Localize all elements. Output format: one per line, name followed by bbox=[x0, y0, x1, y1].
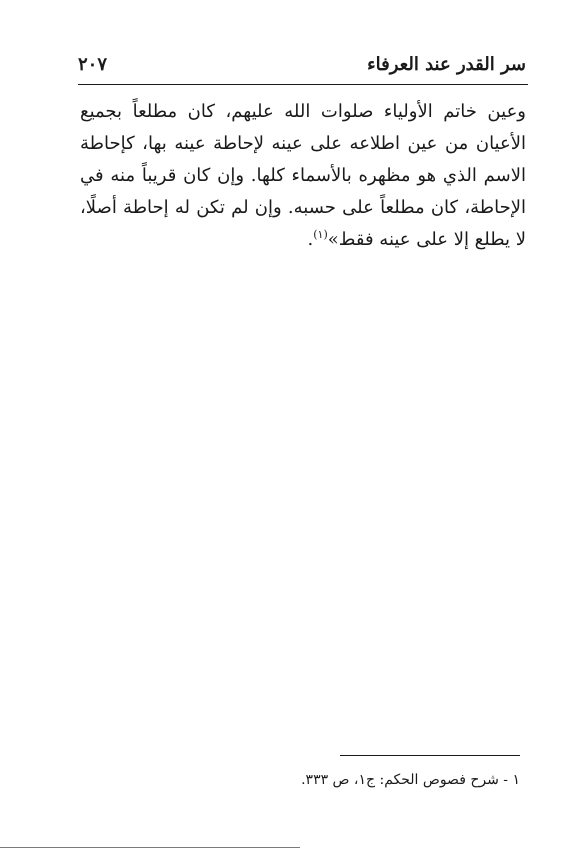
footnote-rule bbox=[340, 755, 520, 756]
scan-bottom-edge bbox=[0, 847, 300, 848]
page-number: ٢٠٧ bbox=[78, 54, 108, 75]
body-text bbox=[80, 96, 526, 256]
footnote: ١ - شرح فصوص الحكم: ج١، ص ٣٣٣. bbox=[301, 772, 520, 788]
running-title: سر القدر عند العرفاء bbox=[367, 54, 526, 75]
footnote-reference: (١) bbox=[313, 228, 328, 241]
paragraph-ending: . bbox=[307, 229, 314, 250]
paragraph-text: وعين خاتم الأولياء صلوات الله عليهم، كان مطلعاً بجميع الأعيان من عين اطلاعه على عينه لإحاطة عينه بها، كإحاطة الاسم الذي هو مظهره بالأسماء كلها. وإن كان قريباً منه في الإحاطة، كان مطلعاً على حسبه. وإن لم تكن له إحاطة أصلًا، لا يطلع إلا على عينه فقط» bbox=[80, 101, 526, 250]
header-rule bbox=[78, 84, 528, 85]
page-header bbox=[78, 54, 526, 80]
body-paragraph bbox=[80, 96, 526, 256]
